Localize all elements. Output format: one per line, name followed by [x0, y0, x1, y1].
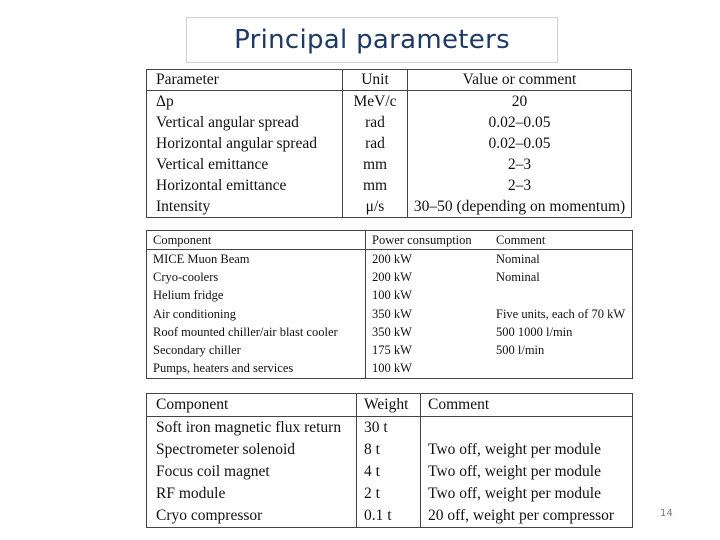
- column-header: Unit: [343, 70, 408, 91]
- slide-title-box: [186, 17, 558, 63]
- table-row: [147, 250, 633, 269]
- table-cell: Horizontal emittance: [147, 175, 343, 196]
- table-cell: [421, 417, 633, 440]
- component-weight-table: [146, 393, 633, 528]
- table-cell: 4 t: [357, 461, 421, 483]
- table-cell: 2–3: [507, 176, 532, 194]
- table-cell: Pumps, heaters and services: [147, 360, 366, 379]
- table-row: [147, 461, 633, 483]
- table-cell: 100 kW: [372, 288, 412, 303]
- table-cell: Five units, each of 70 kW: [496, 306, 626, 321]
- table-cell: 0.02–0.05: [488, 134, 551, 152]
- column-header: Component: [147, 231, 366, 250]
- table-cell: Helium fridge: [147, 287, 366, 305]
- table-row: [147, 341, 633, 359]
- table-header-row: [147, 70, 632, 91]
- table-row: [147, 287, 633, 305]
- table-row: [147, 417, 633, 440]
- table-cell: Δp: [147, 91, 343, 113]
- column-header: Weight: [357, 394, 421, 417]
- column-header: Component: [147, 394, 357, 417]
- table-cell: Horizontal angular spread: [147, 133, 343, 154]
- table-cell: MICE Muon Beam: [147, 250, 366, 269]
- table-cell: Vertical emittance: [147, 154, 343, 175]
- table-cell: 350 kW: [372, 324, 412, 339]
- table-header-row: [147, 231, 633, 250]
- table-row: [147, 154, 632, 175]
- table-cell: Intensity: [147, 196, 343, 218]
- table-cell: 2 t: [357, 483, 421, 505]
- table-header-row: [147, 394, 633, 417]
- table-cell: Cryo compressor: [147, 505, 357, 528]
- table-cell: 500 1000 l/min: [496, 324, 573, 339]
- table-cell: RF module: [147, 483, 357, 505]
- table-cell: Two off, weight per module: [428, 463, 601, 480]
- parameters-table: [146, 69, 632, 218]
- table-row: [147, 483, 633, 505]
- table-cell: Nominal: [496, 269, 540, 284]
- column-header: Comment: [490, 231, 633, 250]
- column-header: Value or comment: [408, 70, 632, 91]
- table-cell: Air conditioning: [147, 305, 366, 323]
- page-number: 14: [660, 508, 673, 519]
- table-cell: 350 kW: [372, 306, 412, 321]
- table-cell: Soft iron magnetic flux return: [147, 417, 357, 440]
- table-row: [147, 196, 632, 218]
- table-row: [147, 175, 632, 196]
- slide-title: Principal parameters: [234, 25, 510, 55]
- table-row: [147, 91, 632, 113]
- table-cell: rad: [343, 112, 408, 133]
- table-cell: μ/s: [343, 196, 408, 218]
- table-cell: Vertical angular spread: [147, 112, 343, 133]
- table-cell: [490, 287, 633, 305]
- table-cell: 200 kW: [372, 269, 412, 284]
- table-row: [147, 112, 632, 133]
- column-header: Power consumption: [366, 231, 491, 250]
- table-cell: 175 kW: [372, 343, 412, 358]
- table-cell: 0.02–0.05: [488, 113, 551, 131]
- table-row: [147, 505, 633, 528]
- table-cell: 30 t: [357, 417, 421, 440]
- table-cell: rad: [343, 133, 408, 154]
- table-cell: 30–50 (depending on momentum): [413, 197, 626, 215]
- table-row: [147, 268, 633, 286]
- table-cell: 20: [511, 92, 528, 110]
- table-cell: 100 kW: [372, 361, 412, 376]
- table-cell: 2–3: [507, 155, 532, 173]
- table-cell: Nominal: [496, 251, 540, 266]
- table-cell: 20 off, weight per compressor: [428, 507, 615, 524]
- table-cell: mm: [343, 154, 408, 175]
- table-cell: Secondary chiller: [147, 341, 366, 359]
- table-cell: [490, 360, 633, 379]
- table-row: [147, 360, 633, 379]
- table-cell: Roof mounted chiller/air blast cooler: [147, 323, 366, 341]
- table-cell: Cryo-coolers: [147, 268, 366, 286]
- table-row: [147, 323, 633, 341]
- power-consumption-table: [146, 230, 633, 379]
- table-cell: 500 l/min: [496, 343, 545, 358]
- table-row: [147, 439, 633, 461]
- table-cell: Two off, weight per module: [428, 485, 601, 502]
- table-row: [147, 305, 633, 323]
- column-header: Parameter: [147, 70, 343, 91]
- column-header: Comment: [421, 394, 633, 417]
- table-cell: Spectrometer solenoid: [147, 439, 357, 461]
- table-row: [147, 133, 632, 154]
- table-cell: 8 t: [357, 439, 421, 461]
- table-cell: mm: [343, 175, 408, 196]
- table-cell: Two off, weight per module: [428, 441, 601, 458]
- table-cell: Focus coil magnet: [147, 461, 357, 483]
- table-cell: 200 kW: [372, 251, 412, 266]
- table-cell: MeV/c: [343, 91, 408, 113]
- table-cell: 0.1 t: [357, 505, 421, 528]
